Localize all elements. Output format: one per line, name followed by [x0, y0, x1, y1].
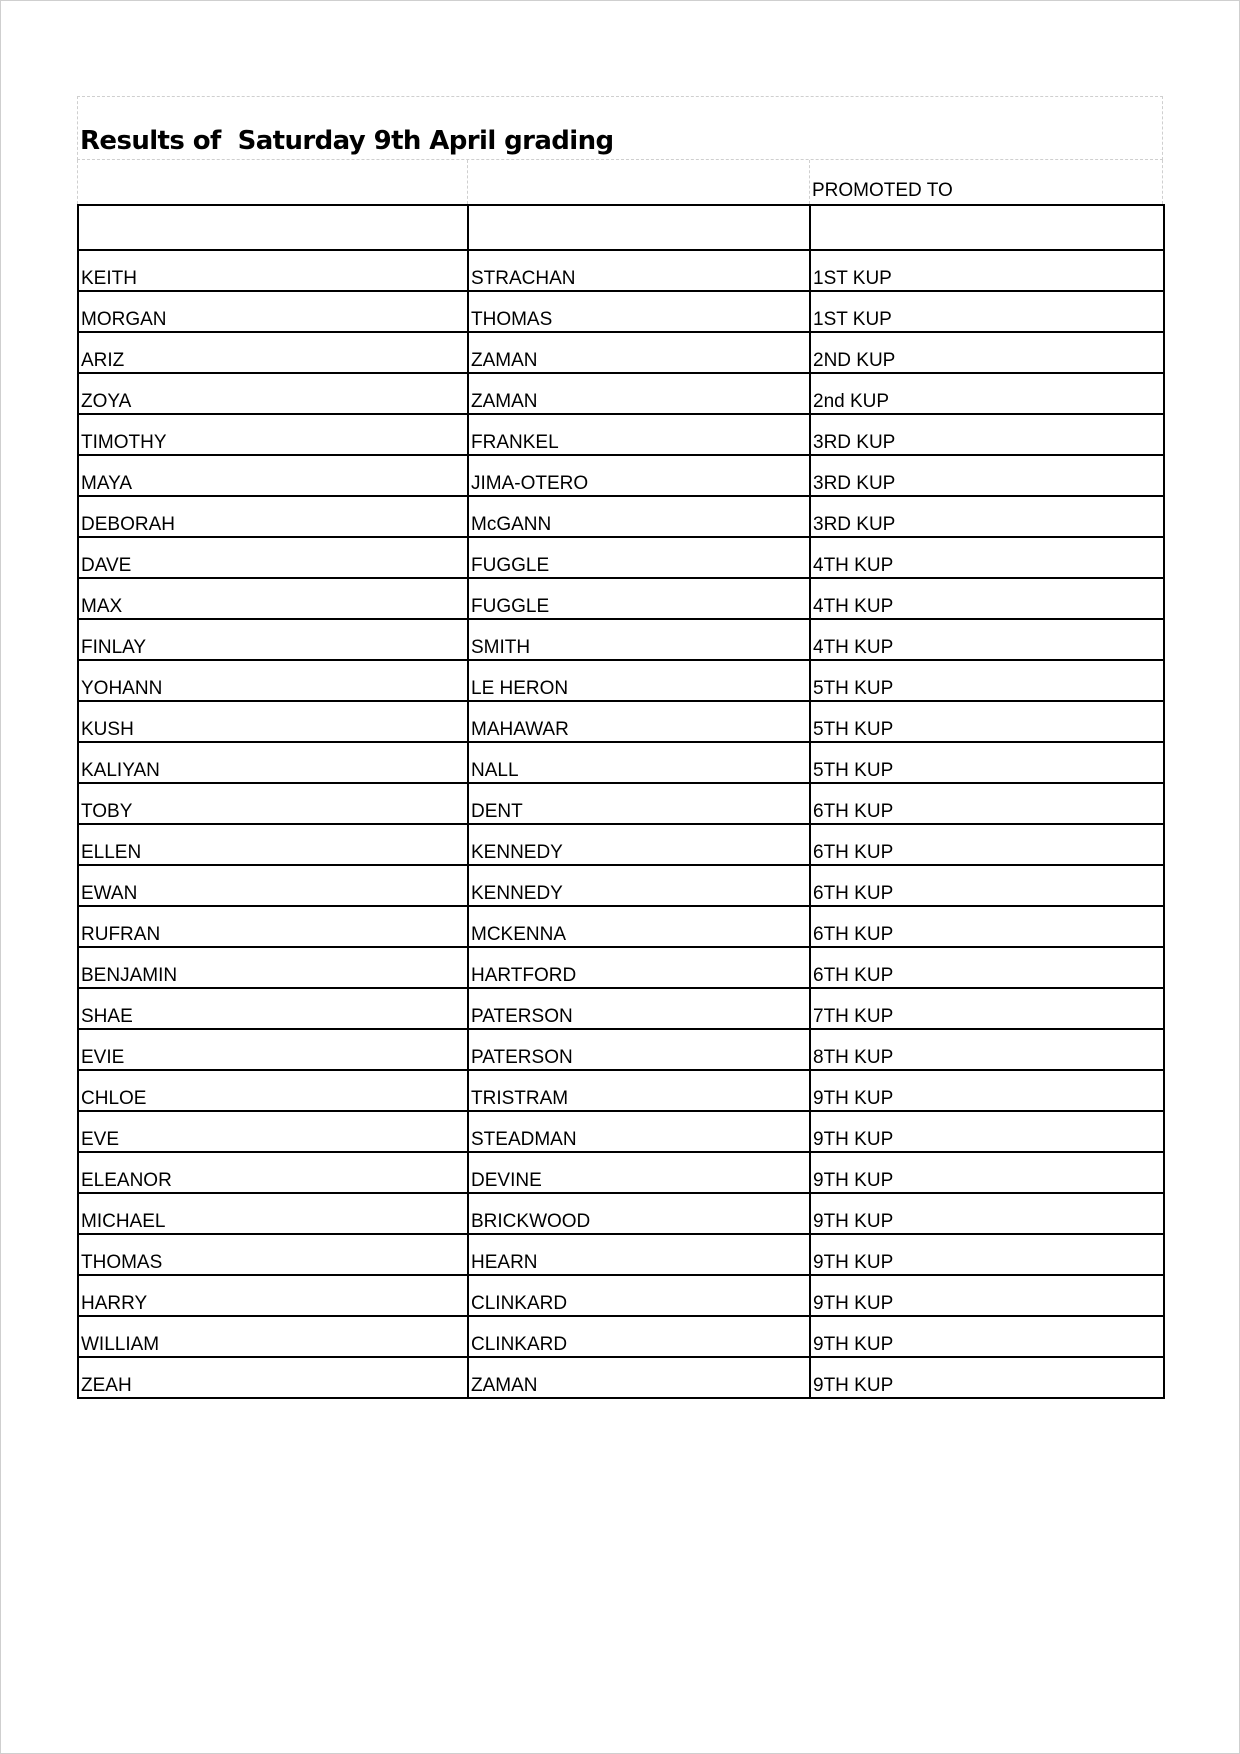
- table-row: [78, 783, 1164, 824]
- last-name-cell: KENNEDY: [468, 824, 810, 865]
- results-sheet: [77, 96, 1163, 1399]
- table-row: [78, 988, 1164, 1029]
- grade-cell: 9TH KUP: [810, 1152, 1164, 1193]
- page-title: Results of Saturday 9th April grading: [80, 126, 614, 156]
- first-name-cell: THOMAS: [78, 1234, 468, 1275]
- last-name-cell: NALL: [468, 742, 810, 783]
- table-row: [78, 1316, 1164, 1357]
- table-row: [78, 537, 1164, 578]
- table-row: [78, 414, 1164, 455]
- last-name-cell: STEADMAN: [468, 1111, 810, 1152]
- first-name-cell: TOBY: [78, 783, 468, 824]
- last-name-cell: PATERSON: [468, 1029, 810, 1070]
- last-name-cell: KENNEDY: [468, 865, 810, 906]
- title-row: [77, 96, 1163, 160]
- first-name-cell: HARRY: [78, 1275, 468, 1316]
- table-row: [78, 824, 1164, 865]
- last-name-cell: BRICKWOOD: [468, 1193, 810, 1234]
- first-name-cell: YOHANN: [78, 660, 468, 701]
- grade-cell: 9TH KUP: [810, 1193, 1164, 1234]
- last-name-cell: ZAMAN: [468, 332, 810, 373]
- first-name-cell: CHLOE: [78, 1070, 468, 1111]
- table-row: [78, 578, 1164, 619]
- grade-cell: 9TH KUP: [810, 1357, 1164, 1398]
- first-name-cell: KUSH: [78, 701, 468, 742]
- grade-cell: 4TH KUP: [810, 578, 1164, 619]
- grade-cell: 6TH KUP: [810, 906, 1164, 947]
- blank-row: [78, 205, 1164, 250]
- last-name-cell: CLINKARD: [468, 1316, 810, 1357]
- table-row: [78, 1111, 1164, 1152]
- blank-cell: [810, 205, 1164, 250]
- table-row: [78, 906, 1164, 947]
- blank-cell: [468, 205, 810, 250]
- last-name-cell: SMITH: [468, 619, 810, 660]
- first-name-cell: BENJAMIN: [78, 947, 468, 988]
- last-name-cell: STRACHAN: [468, 250, 810, 291]
- first-name-cell: MAX: [78, 578, 468, 619]
- last-name-cell: MCKENNA: [468, 906, 810, 947]
- first-name-cell: TIMOTHY: [78, 414, 468, 455]
- last-name-cell: CLINKARD: [468, 1275, 810, 1316]
- table-row: [78, 619, 1164, 660]
- blank-cell: [78, 205, 468, 250]
- first-name-cell: WILLIAM: [78, 1316, 468, 1357]
- grade-cell: 9TH KUP: [810, 1111, 1164, 1152]
- last-name-cell: DEVINE: [468, 1152, 810, 1193]
- grade-cell: 3RD KUP: [810, 455, 1164, 496]
- table-row: [78, 1357, 1164, 1398]
- table-row: [78, 1029, 1164, 1070]
- last-name-cell: ZAMAN: [468, 1357, 810, 1398]
- last-name-cell: THOMAS: [468, 291, 810, 332]
- first-name-cell: MICHAEL: [78, 1193, 468, 1234]
- table-row: [78, 1152, 1164, 1193]
- column-header-row: [77, 160, 1163, 204]
- first-name-cell: ELLEN: [78, 824, 468, 865]
- column-header-last-name: [467, 160, 809, 204]
- column-header-first-name: [77, 160, 467, 204]
- grade-cell: 9TH KUP: [810, 1275, 1164, 1316]
- first-name-cell: ZOYA: [78, 373, 468, 414]
- first-name-cell: KALIYAN: [78, 742, 468, 783]
- last-name-cell: TRISTRAM: [468, 1070, 810, 1111]
- table-row: [78, 1275, 1164, 1316]
- last-name-cell: FRANKEL: [468, 414, 810, 455]
- table-row: [78, 947, 1164, 988]
- table-row: [78, 1193, 1164, 1234]
- grade-cell: 9TH KUP: [810, 1234, 1164, 1275]
- first-name-cell: EVE: [78, 1111, 468, 1152]
- grade-cell: 9TH KUP: [810, 1070, 1164, 1111]
- last-name-cell: ZAMAN: [468, 373, 810, 414]
- first-name-cell: ZEAH: [78, 1357, 468, 1398]
- first-name-cell: RUFRAN: [78, 906, 468, 947]
- grade-cell: 6TH KUP: [810, 947, 1164, 988]
- last-name-cell: DENT: [468, 783, 810, 824]
- table-row: [78, 373, 1164, 414]
- grade-cell: 7TH KUP: [810, 988, 1164, 1029]
- column-header-promoted-to: [809, 160, 1163, 204]
- table-row: [78, 332, 1164, 373]
- last-name-cell: McGANN: [468, 496, 810, 537]
- grade-cell: 3RD KUP: [810, 414, 1164, 455]
- grade-cell: 6TH KUP: [810, 865, 1164, 906]
- grade-cell: 4TH KUP: [810, 619, 1164, 660]
- grade-cell: 2ND KUP: [810, 332, 1164, 373]
- table-row: [78, 701, 1164, 742]
- grade-cell: 2nd KUP: [810, 373, 1164, 414]
- first-name-cell: FINLAY: [78, 619, 468, 660]
- grade-cell: 1ST KUP: [810, 291, 1164, 332]
- first-name-cell: EWAN: [78, 865, 468, 906]
- grade-cell: 1ST KUP: [810, 250, 1164, 291]
- table-row: [78, 742, 1164, 783]
- grade-cell: 8TH KUP: [810, 1029, 1164, 1070]
- last-name-cell: FUGGLE: [468, 537, 810, 578]
- table-row: [78, 291, 1164, 332]
- last-name-cell: HEARN: [468, 1234, 810, 1275]
- table-row: [78, 455, 1164, 496]
- first-name-cell: ELEANOR: [78, 1152, 468, 1193]
- grade-cell: 5TH KUP: [810, 660, 1164, 701]
- first-name-cell: ARIZ: [78, 332, 468, 373]
- last-name-cell: HARTFORD: [468, 947, 810, 988]
- grade-cell: 3RD KUP: [810, 496, 1164, 537]
- table-row: [78, 496, 1164, 537]
- last-name-cell: LE HERON: [468, 660, 810, 701]
- grade-cell: 5TH KUP: [810, 742, 1164, 783]
- last-name-cell: MAHAWAR: [468, 701, 810, 742]
- table-row: [78, 660, 1164, 701]
- grade-cell: 5TH KUP: [810, 701, 1164, 742]
- last-name-cell: JIMA-OTERO: [468, 455, 810, 496]
- results-table: [77, 204, 1165, 1399]
- first-name-cell: DAVE: [78, 537, 468, 578]
- results-table-body: [78, 205, 1164, 1398]
- table-row: [78, 865, 1164, 906]
- first-name-cell: DEBORAH: [78, 496, 468, 537]
- grade-cell: 4TH KUP: [810, 537, 1164, 578]
- grade-cell: 6TH KUP: [810, 824, 1164, 865]
- first-name-cell: MORGAN: [78, 291, 468, 332]
- column-header-label: PROMOTED TO: [812, 180, 953, 201]
- first-name-cell: SHAE: [78, 988, 468, 1029]
- grade-cell: 9TH KUP: [810, 1316, 1164, 1357]
- last-name-cell: FUGGLE: [468, 578, 810, 619]
- last-name-cell: PATERSON: [468, 988, 810, 1029]
- table-row: [78, 1234, 1164, 1275]
- grade-cell: 6TH KUP: [810, 783, 1164, 824]
- table-row: [78, 250, 1164, 291]
- table-row: [78, 1070, 1164, 1111]
- first-name-cell: KEITH: [78, 250, 468, 291]
- first-name-cell: EVIE: [78, 1029, 468, 1070]
- first-name-cell: MAYA: [78, 455, 468, 496]
